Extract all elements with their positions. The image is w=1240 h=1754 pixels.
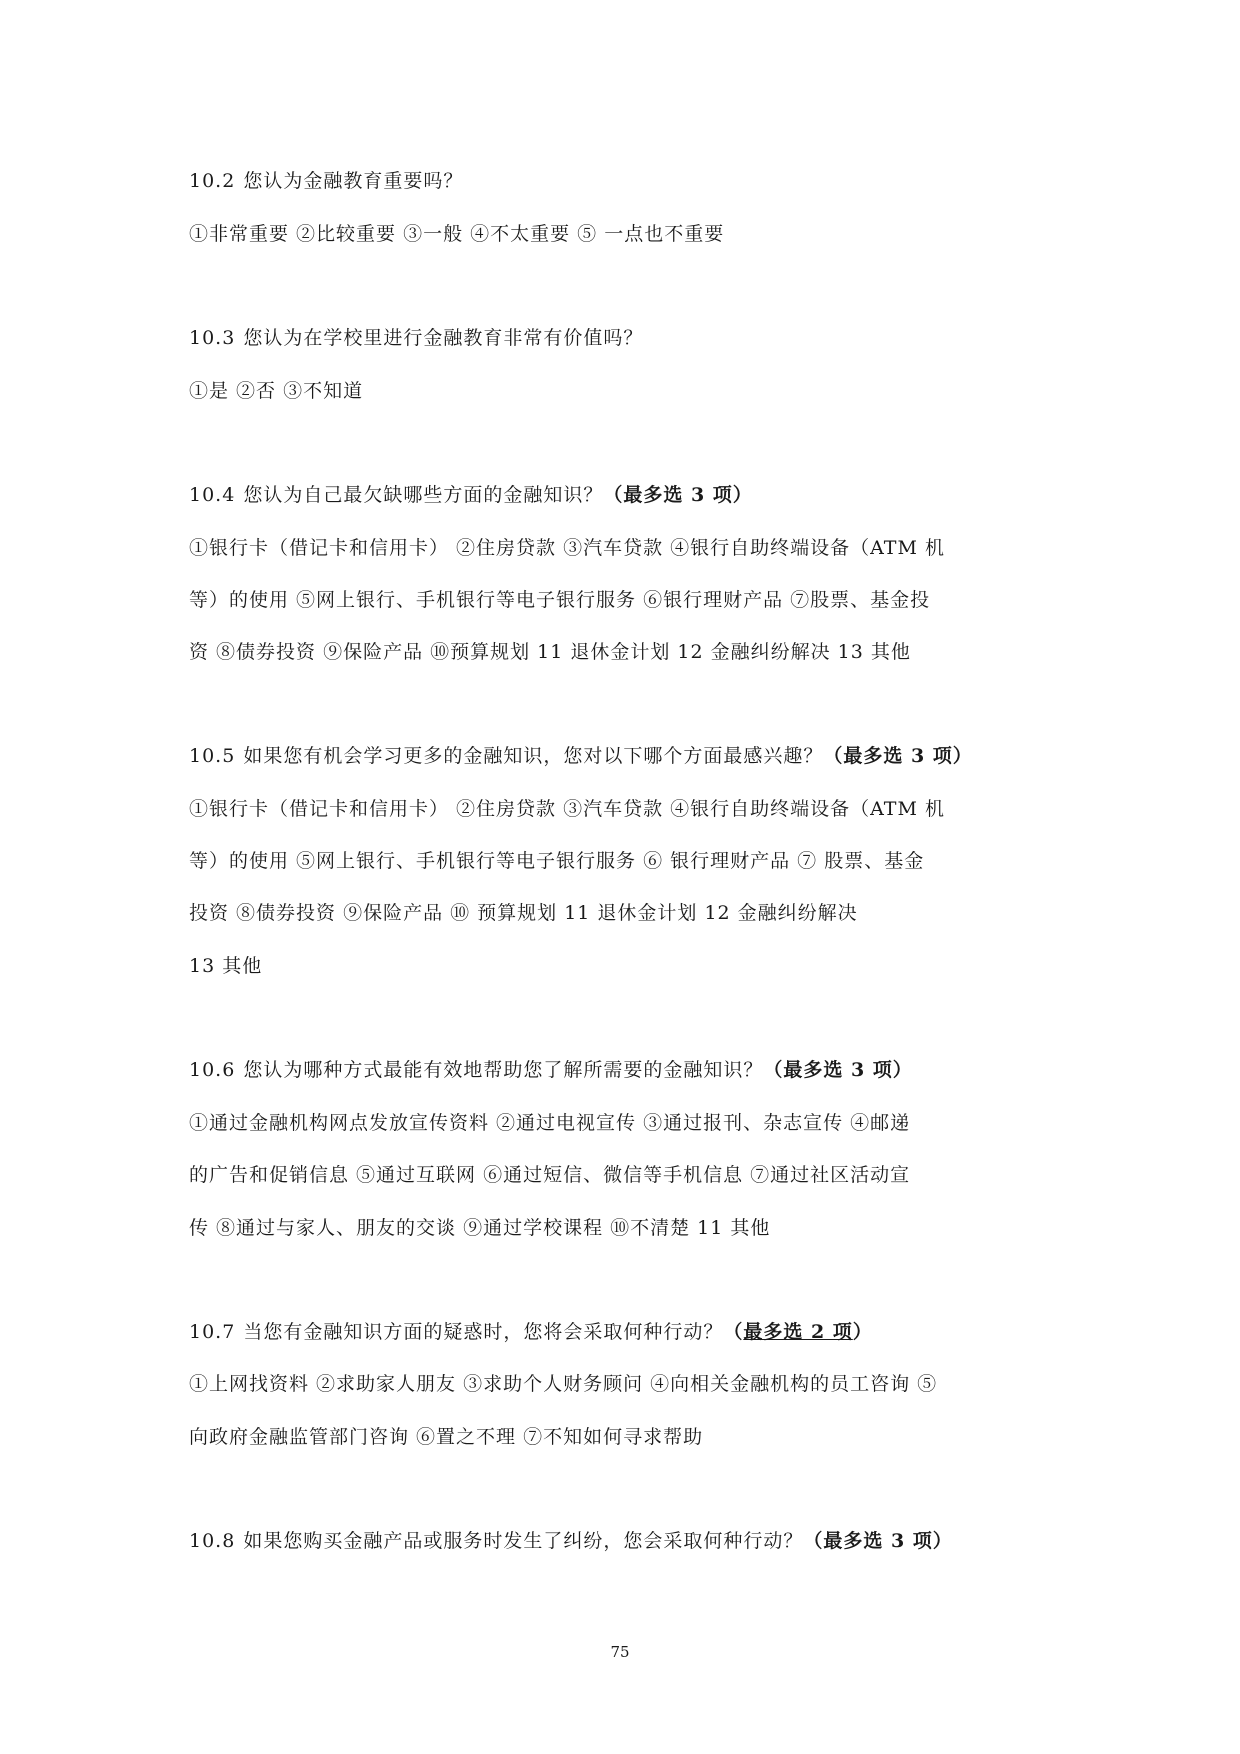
page-number: 75 (610, 1643, 630, 1661)
question-10-5-heading (189, 743, 973, 769)
selection-note-close: ） (732, 484, 753, 506)
question-10-4-heading (189, 482, 753, 508)
question-title: 您认为金融教育重要吗？ (243, 170, 464, 192)
question-10-6-options-line-3: 传 ⑧通过与家人、朋友的交谈 ⑨通过学校课程 ⑩不清楚 11 其他 (189, 1217, 771, 1239)
selection-note-close: ） (932, 1530, 953, 1552)
question-number: 10.5 (189, 745, 236, 767)
selection-note-open: （ (603, 484, 624, 506)
selection-note-open: （ (723, 1321, 744, 1343)
question-title: 您认为自己最欠缺哪些方面的金融知识？ (243, 484, 604, 506)
selection-note: 最多选 3 项 (623, 484, 733, 506)
question-10-6-options-line-2: 的广告和促销信息 ⑤通过互联网 ⑥通过短信、微信等手机信息 ⑦通过社区活动宣 (189, 1164, 911, 1186)
selection-note-close: ） (852, 1321, 873, 1343)
selection-note: 最多选 3 项 (843, 745, 953, 767)
question-10-2-heading (189, 168, 463, 194)
question-title: 您认为在学校里进行金融教育非常有价值吗？ (243, 327, 644, 349)
question-10-6-heading (189, 1057, 913, 1083)
question-number: 10.7 (189, 1321, 236, 1343)
question-10-5-options-line-3: 投资 ⑧债券投资 ⑨保险产品 ⑩ 预算规划 11 退休金计划 12 金融纠纷解决 (189, 902, 858, 924)
question-10-4-options-line-2: 等）的使用 ⑤网上银行、手机银行等电子银行服务 ⑥银行理财产品 ⑦股票、基金投 (189, 589, 931, 611)
selection-note: 最多选 3 项 (823, 1530, 933, 1552)
selection-note-open: （ (803, 1530, 824, 1552)
question-10-4-options-line-1: ①银行卡（借记卡和信用卡） ②住房贷款 ③汽车贷款 ④银行自助终端设备（ATM 机 (189, 537, 945, 559)
question-10-2-options: ①非常重要 ②比较重要 ③一般 ④不太重要 ⑤ 一点也不重要 (189, 223, 725, 245)
question-10-4-options-line-3: 资 ⑧债券投资 ⑨保险产品 ⑩预算规划 11 退休金计划 12 金融纠纷解决 13 其他 (189, 641, 911, 663)
question-number: 10.3 (189, 327, 236, 349)
question-title: 您认为哪种方式最能有效地帮助您了解所需要的金融知识？ (243, 1059, 764, 1081)
question-title: 当您有金融知识方面的疑惑时，您将会采取何种行动？ (243, 1321, 724, 1343)
question-number: 10.8 (189, 1530, 236, 1552)
question-title: 如果您有机会学习更多的金融知识，您对以下哪个方面最感兴趣？ (243, 745, 824, 767)
question-number: 10.4 (189, 484, 236, 506)
selection-note-close: ） (952, 745, 973, 767)
question-10-5-options-line-4: 13 其他 (189, 955, 263, 977)
question-10-6-options-line-1: ①通过金融机构网点发放宣传资料 ②通过电视宣传 ③通过报刊、杂志宣传 ④邮递 (189, 1112, 911, 1134)
question-number: 10.6 (189, 1059, 236, 1081)
question-10-7-heading (189, 1319, 873, 1345)
question-10-3-heading (189, 325, 643, 351)
question-title: 如果您购买金融产品或服务时发生了纠纷，您会采取何种行动？ (243, 1530, 804, 1552)
selection-note: 最多选 2 项 (743, 1321, 853, 1343)
question-10-7-options-line-2: 向政府金融监管部门咨询 ⑥置之不理 ⑦不知如何寻求帮助 (189, 1426, 704, 1448)
question-10-3-options: ①是 ②否 ③不知道 (189, 380, 364, 402)
selection-note-close: ） (892, 1059, 913, 1081)
question-10-5-options-line-1: ①银行卡（借记卡和信用卡） ②住房贷款 ③汽车贷款 ④银行自助终端设备（ATM 机 (189, 798, 945, 820)
selection-note-open: （ (763, 1059, 784, 1081)
selection-note-open: （ (823, 745, 844, 767)
question-number: 10.2 (189, 170, 236, 192)
question-10-8-heading (189, 1528, 953, 1554)
question-10-7-options-line-1: ①上网找资料 ②求助家人朋友 ③求助个人财务顾问 ④向相关金融机构的员工咨询 ⑤ (189, 1373, 938, 1395)
question-10-5-options-line-2: 等）的使用 ⑤网上银行、手机银行等电子银行服务 ⑥ 银行理财产品 ⑦ 股票、基金 (189, 850, 925, 872)
selection-note: 最多选 3 项 (783, 1059, 893, 1081)
